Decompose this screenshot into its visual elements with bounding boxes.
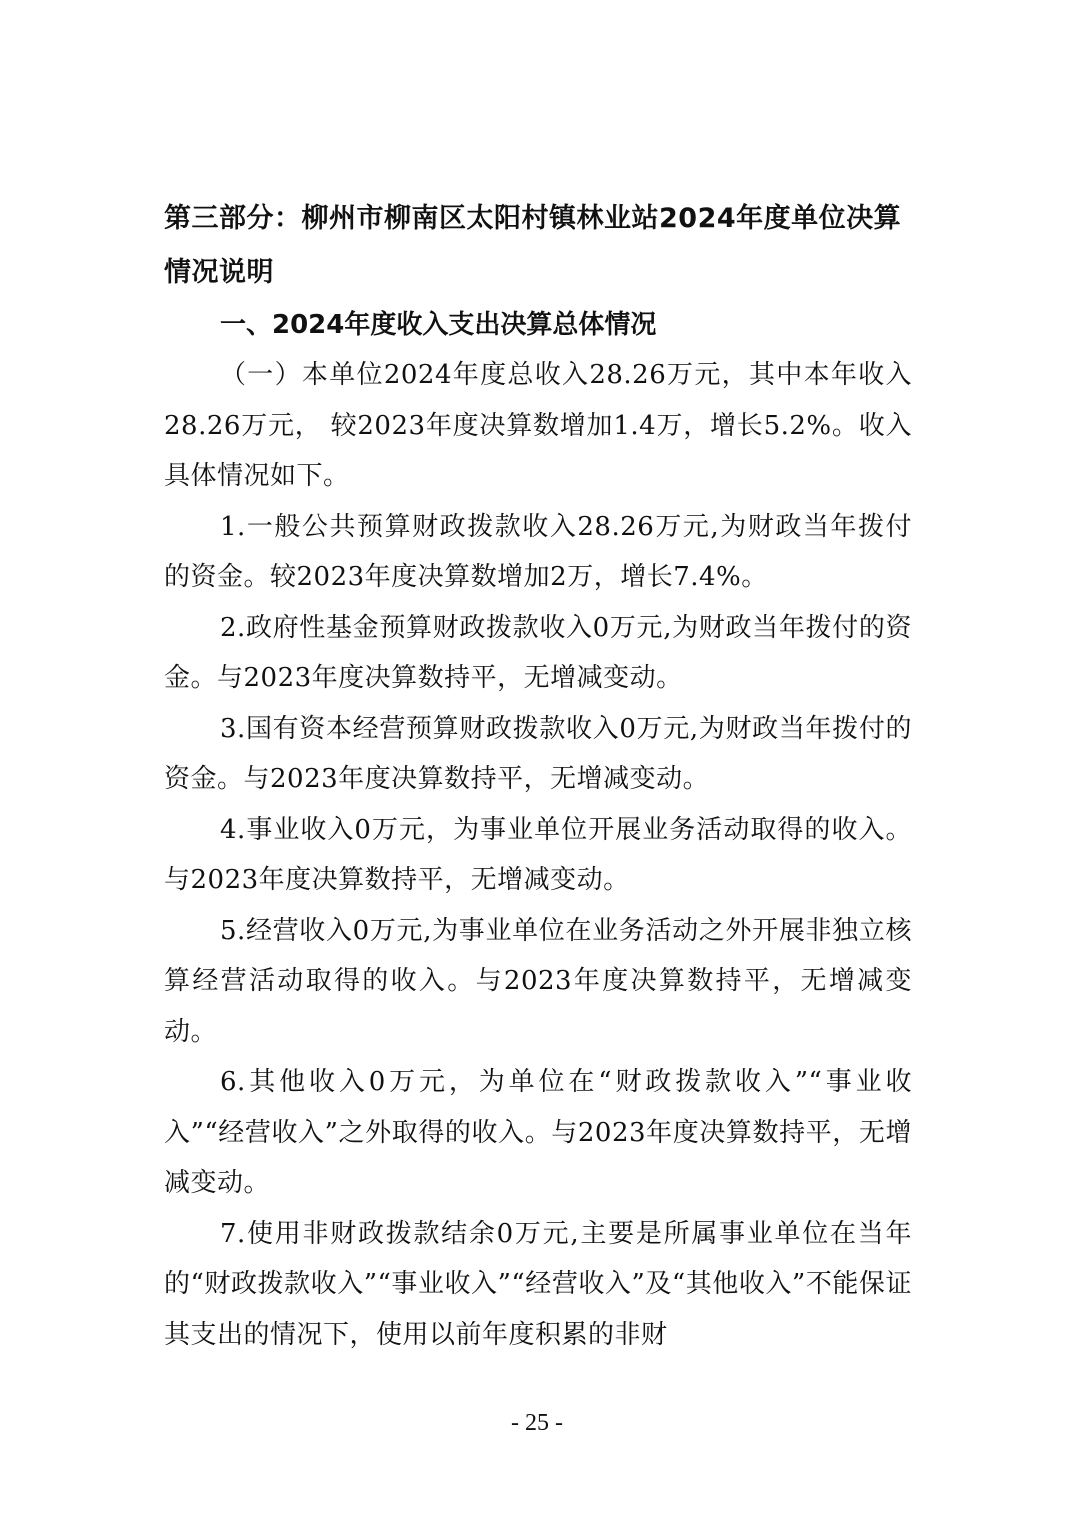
subsection-heading: 一、2024年度收入支出决算总体情况: [220, 310, 657, 340]
paragraph-item-2: 2.政府性基金预算财政拨款收入0万元,为财政当年拨付的资金。与2023年度决算数持平，无增减变动。: [164, 612, 912, 693]
paragraph-overview: （一）本单位2024年度总收入28.26万元，其中本年收入28.26万元， 较2023年度决算数增加1.4万，增长5.2%。收入具体情况如下。: [164, 360, 912, 491]
document-body: [164, 192, 912, 1360]
paragraph-item-1: 1.一般公共预算财政拨款收入28.26万元,为财政当年拨付的资金。较2023年度决算数增加2万，增长7.4%。: [164, 511, 912, 592]
page-number: - 25 -: [511, 1410, 563, 1436]
paragraph-item-4: 4.事业收入0万元，为事业单位开展业务活动取得的收入。与2023年度决算数持平，无增减变动。: [164, 814, 912, 895]
paragraph-item-6: 6.其他收入0万元，为单位在“财政拨款收入”“事业收入”“经营收入”之外取得的收入。与2023年度决算数持平，无增减变动。: [164, 1067, 912, 1198]
paragraph-item-3: 3.国有资本经营预算财政拨款收入0万元,为财政当年拨付的资金。与2023年度决算数持平，无增减变动。: [164, 713, 912, 794]
paragraph-item-5: 5.经营收入0万元,为事业单位在业务活动之外开展非独立核算经营活动取得的收入。与2023年度决算数持平，无增减变动。: [164, 915, 912, 1047]
section-title: 第三部分：柳州市柳南区太阳村镇林业站2024年度单位决算情况说明: [164, 203, 902, 288]
paragraph-item-7: 7.使用非财政拨款结余0万元,主要是所属事业单位在当年的“财政拨款收入”“事业收入”“经营收入”及“其他收入”不能保证其支出的情况下，使用以前年度积累的非财: [164, 1218, 912, 1350]
